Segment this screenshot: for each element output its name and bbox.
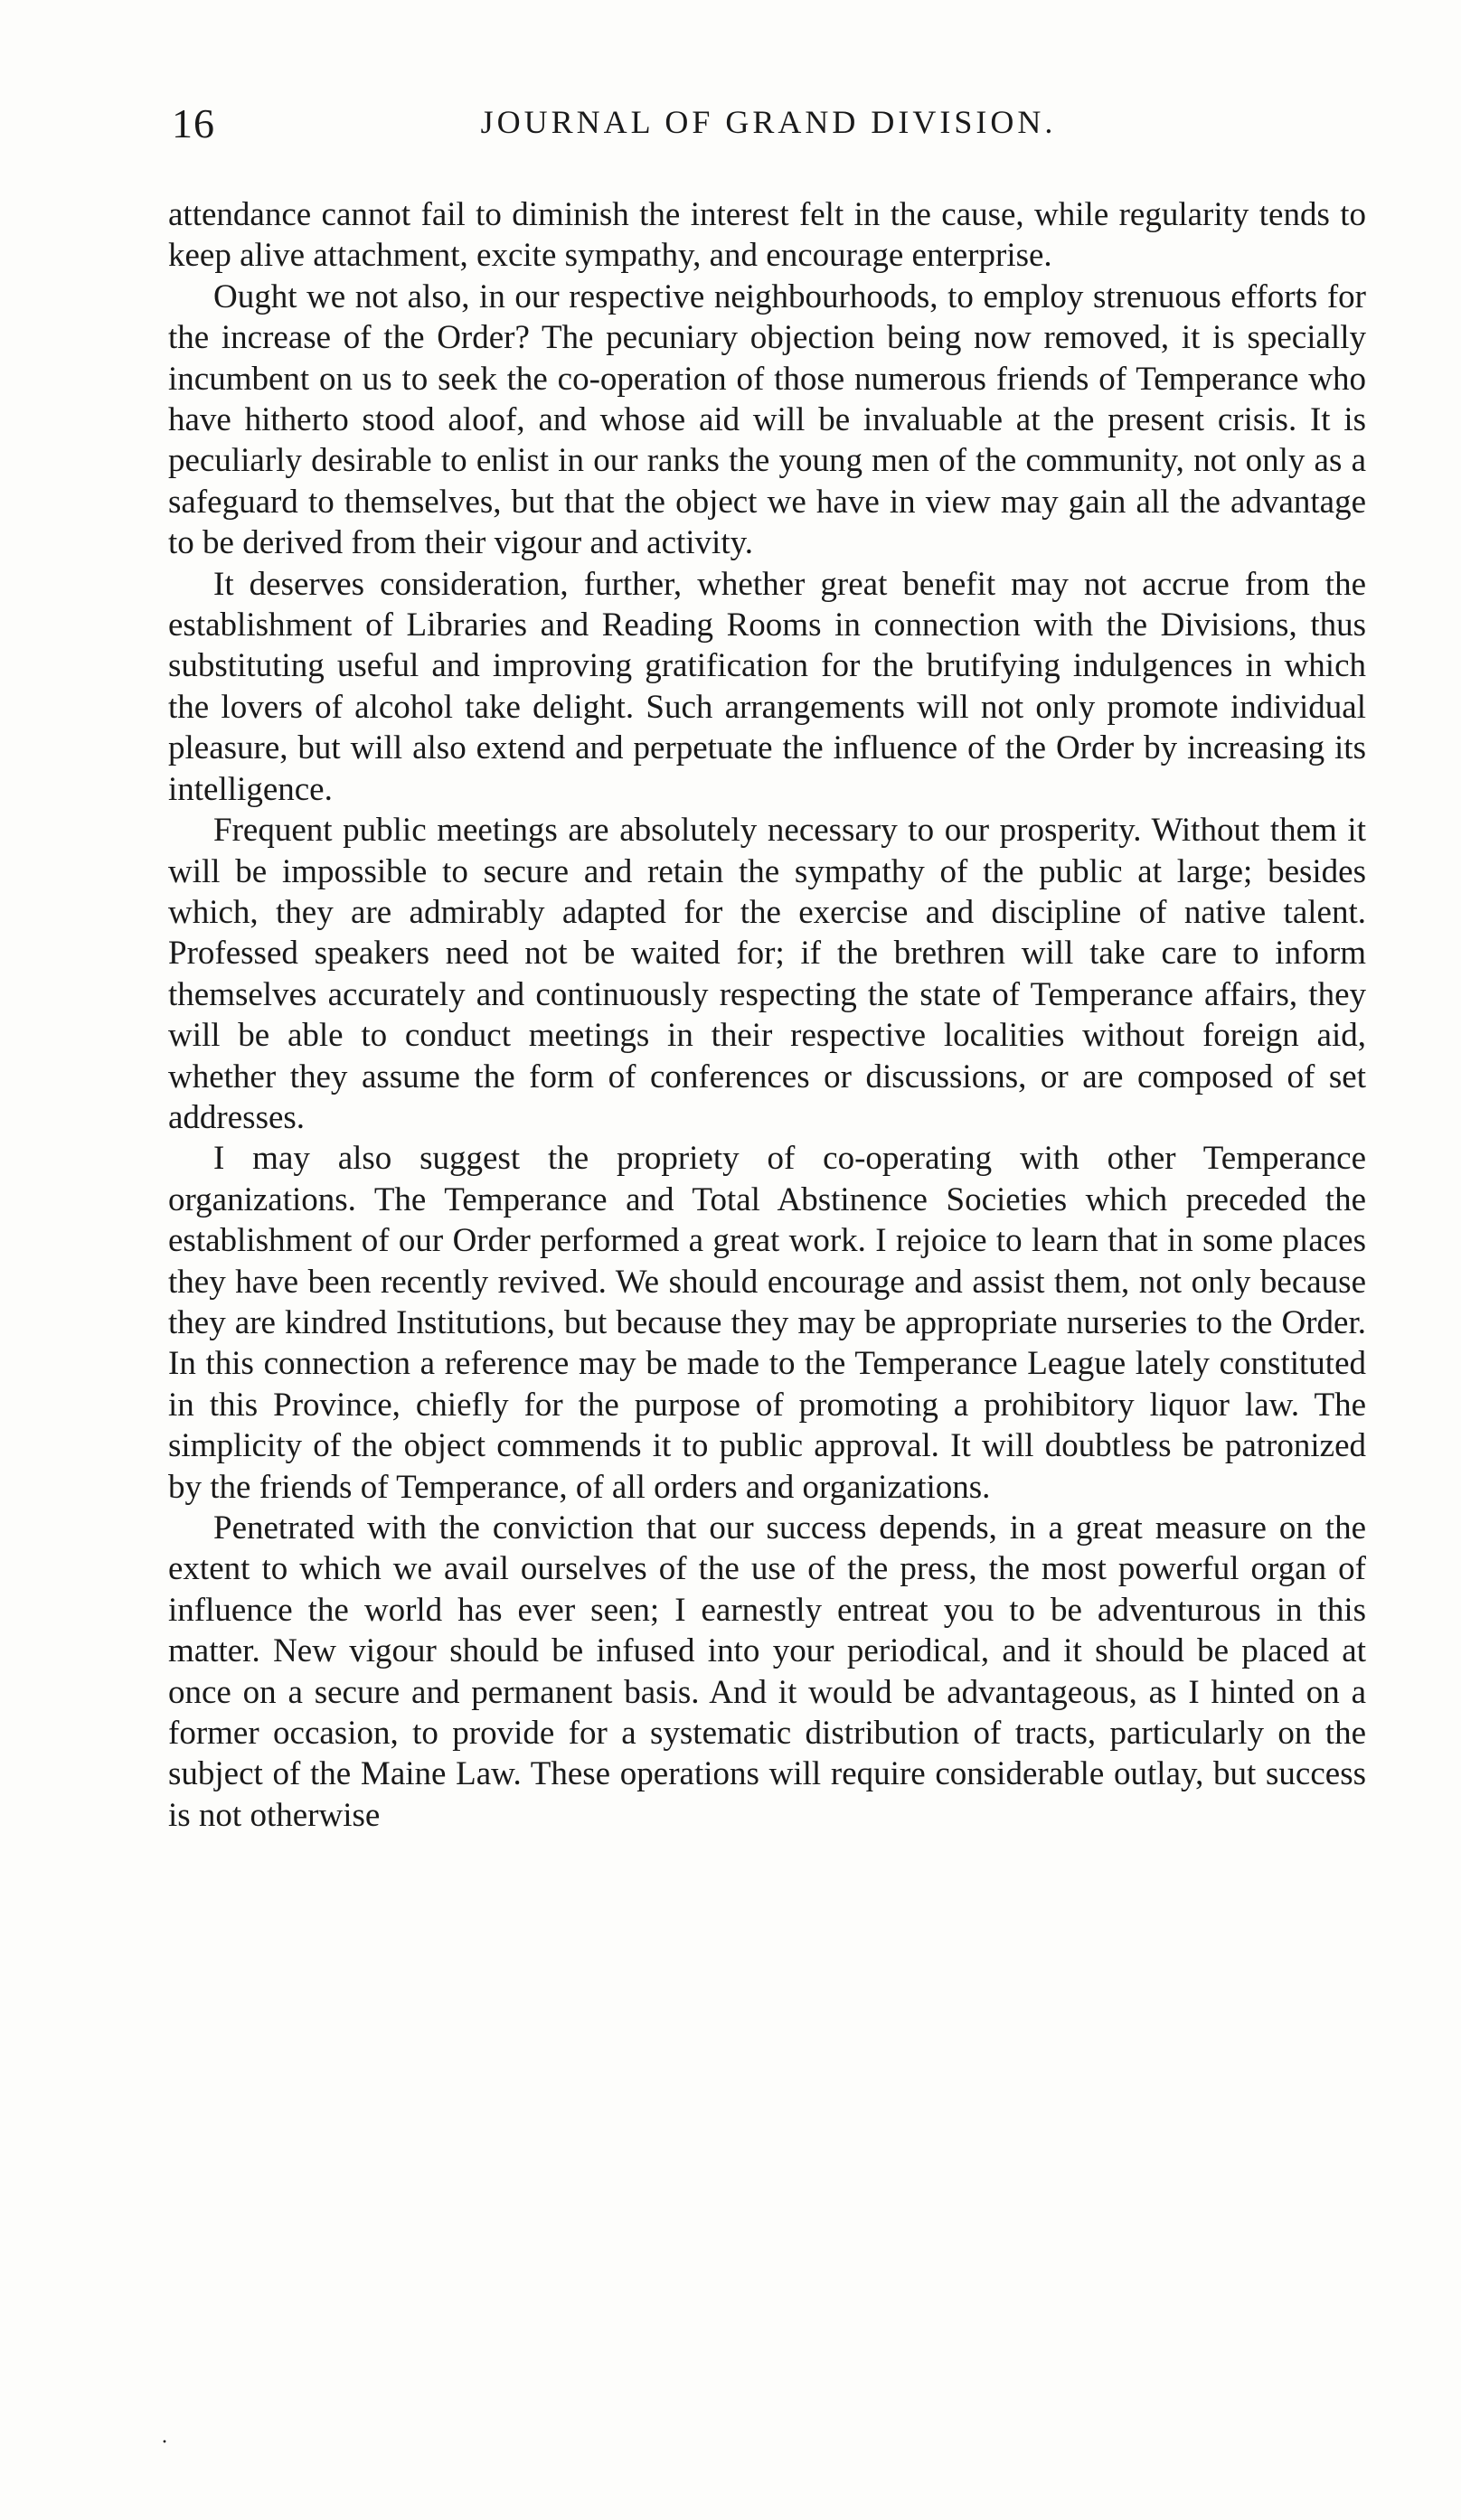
paragraph-libraries: It deserves consideration, further, whether great benefit may not accrue from the establishment of Libraries and Reading Rooms in connection with the Divisions, thus substituting useful and improving gratification for the brutifying indulgences in which the lovers of alcohol take delight. Such arrangements will not only promote individual pleasure, but will also extend and perpetuate the influence of the Order by increasing its intelligence. [168,565,1366,808]
paragraph-press: Penetrated with the conviction that our success depends, in a great measure on the extent to which we avail ourselves of the use of the press, the most powerful organ of influence the world has ever seen; I earnestly entreat you to be adventurous in this matter. New vigour should be infused into your periodical, and it should be placed at once on a secure and permanent basis. And it would be advantageous, as I hinted on a former occasion, to provide for a systematic distribution of tracts, particularly on the subject of the Maine Law. These operations will require considerable outlay, but success is not otherwise [168,1509,1366,1834]
paragraph-attendance: attendance cannot fail to diminish the interest felt in the cause, while regularity tends to keep alive attachment, excite sympathy, and encourage enterprise. [168,196,1366,275]
printer-mark: · [161,2431,168,2454]
paragraph-other-organizations: I may also suggest the propriety of co-operating with other Temperance organizations. The Temperance and Total Abstinence Societies which preceded the establishment of our Order performed a great work. I rejoice to learn that in some places they have been recently revived. We should encourage and assist them, not only because they are kindred Institutions, but because they may be appropriate nurseries to the Order. In this connection a reference may be made to the Temperance League lately constituted in this Province, chiefly for the purpose of promoting a prohibitory liquor law. The simplicity of the object commends it to public approval. It will doubtless be patronized by the friends of Temperance, of all orders and organizations. [168,1140,1366,1506]
body-text [168,194,1366,1836]
paragraph-increase-of-order: Ought we not also, in our respective neighbourhoods, to employ strenuous efforts for the increase of the Order? The pecuniary objection being now removed, it is specially incumbent on us to seek the co-operation of those numerous friends of Temperance who have hitherto stood aloof, and whose aid will be invaluable at the present crisis. It is peculiarly desirable to enlist in our ranks the young men of the community, not only as a safeguard to themselves, but that the object we have in view may gain all the advantage to be derived from their vigour and activity. [168,277,1366,562]
running-title: JOURNAL OF GRAND DIVISION. [480,104,1057,140]
page-header [172,99,1365,154]
paragraph-public-meetings: Frequent public meetings are absolutely necessary to our prosperity. Without them it will be impossible to secure and retain the sympathy of the public at large; besides which, they are admirably adapted for the exercise and discipline of native talent. Professed speakers need not be waited for; if the brethren will take care to inform themselves accurately and continuously respecting the state of Temperance affairs, they will be able to conduct meetings in their respective localities without foreign aid, whether they assume the form of conferences or discussions, or are composed of set addresses. [168,812,1366,1136]
page-number: 16 [172,100,215,146]
